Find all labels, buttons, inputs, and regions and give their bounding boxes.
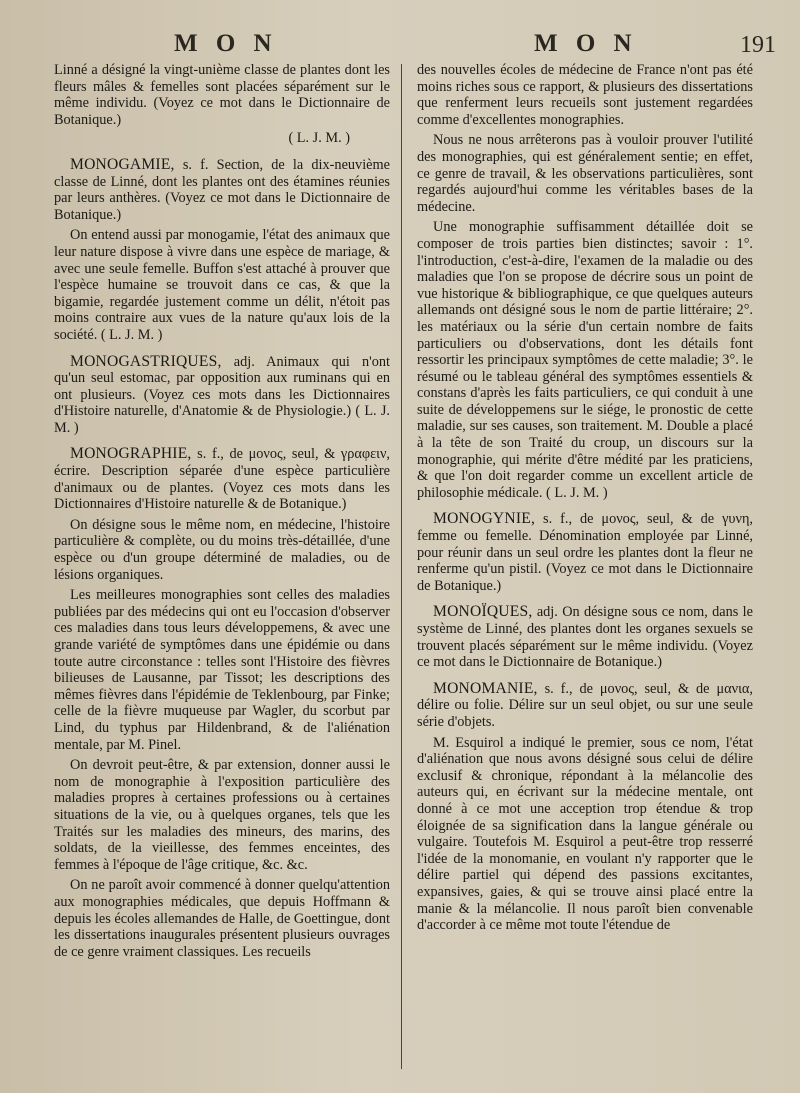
- running-head: [0, 30, 800, 60]
- paragraph-continued: des nouvelles écoles de médecine de France n'ont pas été moins riches sous ce rapport, & plusieurs des dissertations que renferment leurs recueils sont justement regardées comme d'excellentes monographies.: [417, 62, 753, 128]
- author-signature: ( L. J. M. ): [288, 130, 350, 147]
- paragraph: M. Esquirol a indiqué le premier, sous ce nom, l'état d'aliénation que nous avons désigné sous celui de délire exclusif & chronique, répondant à la mélancolie des auteurs qui, en écrivant sur la médecine mentale, ont donné à ce mot une acception trop étendue & trop éloignée de sa signification dans la langue générale ou vulgaire. Toutefois M. Esquirol a peut-être trop resserré l'idée de la monomanie, en voulant n'y rapporter que le délire partiel qui dépend des passions excitantes, expansives, gaies, & qui se trouve ainsi placé entre la manie & la mélancolie. Il nous paroît bien convenable d'accorder à ce même mot toute l'étendue de: [417, 734, 753, 934]
- entry-definition: s. f., de μονος, seul, & de γυνη, femme ou femelle. Dénomination employée par Linné, pour réunir dans un seul ordre les plantes dont la fleur ne renferme qu'un pistil. (Voyez ce mot dans le Dictionnaire de Botanique.): [417, 511, 753, 594]
- entry-definition: s. f., de μονος, seul, & de μανια, délire ou folie. Délire sur un seul objet, ou sur une seule série d'objets.: [417, 680, 753, 730]
- left-column: [54, 62, 390, 960]
- entry-definition: adj. Animaux qui n'ont qu'un seul estomac, par opposition aux ruminans qui en ont plusieurs. (Voyez ces mots dans les Dictionnaires d'Histoire naturelle, d'Anatomie & de Physiologie.) ( L. J. M. ): [54, 353, 390, 436]
- paragraph: On désigne sous le même nom, en médecine, l'histoire particulière & complète, ou du moins très-détaillée, d'une espèce ou d'un groupe déterminé de maladies, ou de lésions organiques.: [54, 516, 390, 583]
- paragraph-linne: Linné a désigné la vingt-unième classe de plantes dont les fleurs mâles & femelles sont placées séparément sur le même individu. (Voyez ce mot dans le Dictionnaire de Botanique.): [54, 62, 390, 128]
- entry-monographie: [54, 446, 390, 512]
- entry-monoiques: [417, 604, 753, 670]
- entry-headword: MONOÏQUES,: [433, 603, 533, 621]
- entry-headword: MONOMANIE,: [433, 679, 538, 697]
- entry-definition: adj. On désigne sous ce nom, dans le système de Linné, des plantes dont les organes sexuels se trouvent placés séparément sur le même individu. (Voyez ce mot dans le Dictionnaire de Botanique.): [417, 604, 753, 671]
- column-divider: [401, 64, 402, 1069]
- paragraph: On devroit peut-être, & par extension, donner aussi le nom de monographie à l'exposition particulière des maladies propres à certaines professions ou à certaines situations de la vie, ou à quelques organes, tels que les Traités sur les maladies des mineurs, des marins, des soldats, de la vieillesse, des femmes enceintes, des femmes à l'époque de l'âge critique, &c. &c.: [54, 757, 390, 873]
- running-head-left: M O N: [174, 30, 278, 57]
- entry-monomanie: [417, 681, 753, 731]
- paragraph: On ne paroît avoir commencé à donner quelqu'attention aux monographies médicales, que depuis Hoffmann & depuis les écoles allemandes de Halle, de Goettingue, dont les dissertations inaugurales présentent plusieurs ouvrages de ce genre vraiment classiques. Les recueils: [54, 877, 390, 960]
- entry-headword: MONOGRAPHIE,: [70, 445, 192, 463]
- entry-headword: MONOGAMIE,: [70, 155, 175, 173]
- entry-definition: s. f., de μονος, seul, & γραφειν, écrire. Description séparée d'une espèce particulière d'animaux ou de plantes. (Voyez ces mots dans les Dictionnaires d'Histoire naturelle & de Botanique.): [54, 446, 390, 513]
- paragraph: Les meilleures monographies sont celles des maladies publiées par des médecins qui ont eu l'occasion d'observer ces maladies dans tous leurs développemens, & avec une grande variété de symptômes dans une épidémie ou dans toute autre circonstance : telles sont l'Histoire des fièvres bilieuses de Lausanne, par Tissot; les descriptions des mêmes fièvres dans l'épidémie de Teklenbourg, par Finke; celle de la fièvre muqueuse par Wagler, du scorbut par Lind, du typhus par Hildenbrand, & de l'aliénation mentale, par M. Pinel.: [54, 587, 390, 753]
- page-number: 191: [740, 32, 776, 58]
- entry-monogynie: [417, 511, 753, 594]
- running-head-right: M O N: [534, 30, 638, 57]
- entry-monogamie: [54, 157, 390, 223]
- entry-headword: MONOGYNIE,: [433, 510, 536, 528]
- entry-headword: MONOGASTRIQUES,: [70, 352, 222, 370]
- right-column: [417, 62, 753, 934]
- paragraph: Une monographie suffisamment détaillée doit se composer de trois parties bien distinctes; savoir : 1°. l'introduction, c'est-à-dire, l'examen de la maladie ou des maladies que l'on se propose de décrire sous un point de vue historique & bibliographique, ce que quelques auteurs allemands ont désigné sous le nom de partie littéraire; 2°. les matériaux ou la série d'un certain nombre de faits particuliers ou d'observations, dont les détails font ressortir les principaux symptômes de cette maladie; 3°. le résumé ou le tableau général des symptômes essentiels & constans d'après les faits particuliers, ce qui conduit à une suite de développemens sur le siége, le pronostic de cette maladie, sur ses causes, son traitement. M. Double a placé à la tête de son Traité du croup, un discours sur la monographie, qui mérite d'être médité par les praticiens, & que l'on doit regarder comme un excellent article de philosophie médicale. ( L. J. M. ): [417, 219, 753, 501]
- paragraph: On entend aussi par monogamie, l'état des animaux que leur nature dispose à vivre dans une espèce de mariage, & avec une seule femelle. Buffon s'est attaché à prouver que l'espèce humaine se trouvoit dans ce cas, & que la bigamie, regardée justement comme un délit, n'étoit pas moins contraire aux vues de la nature qu'aux lois de la société. ( L. J. M. ): [54, 227, 390, 343]
- entry-monogastriques: [54, 354, 390, 437]
- paragraph: Nous ne nous arrêterons pas à vouloir prouver l'utilité des monographies, qui est généralement sentie; en effet, ce genre de travail, & les observations particulières, sont regardés aujourd'hui comme les véritables bases de la médecine.: [417, 132, 753, 215]
- entry-definition: s. f. Section, de la dix-neuvième classe de Linné, dont les plantes ont des étamines réunies par leurs anthères. (Voyez ce mot dans le Dictionnaire de Botanique.): [54, 156, 390, 223]
